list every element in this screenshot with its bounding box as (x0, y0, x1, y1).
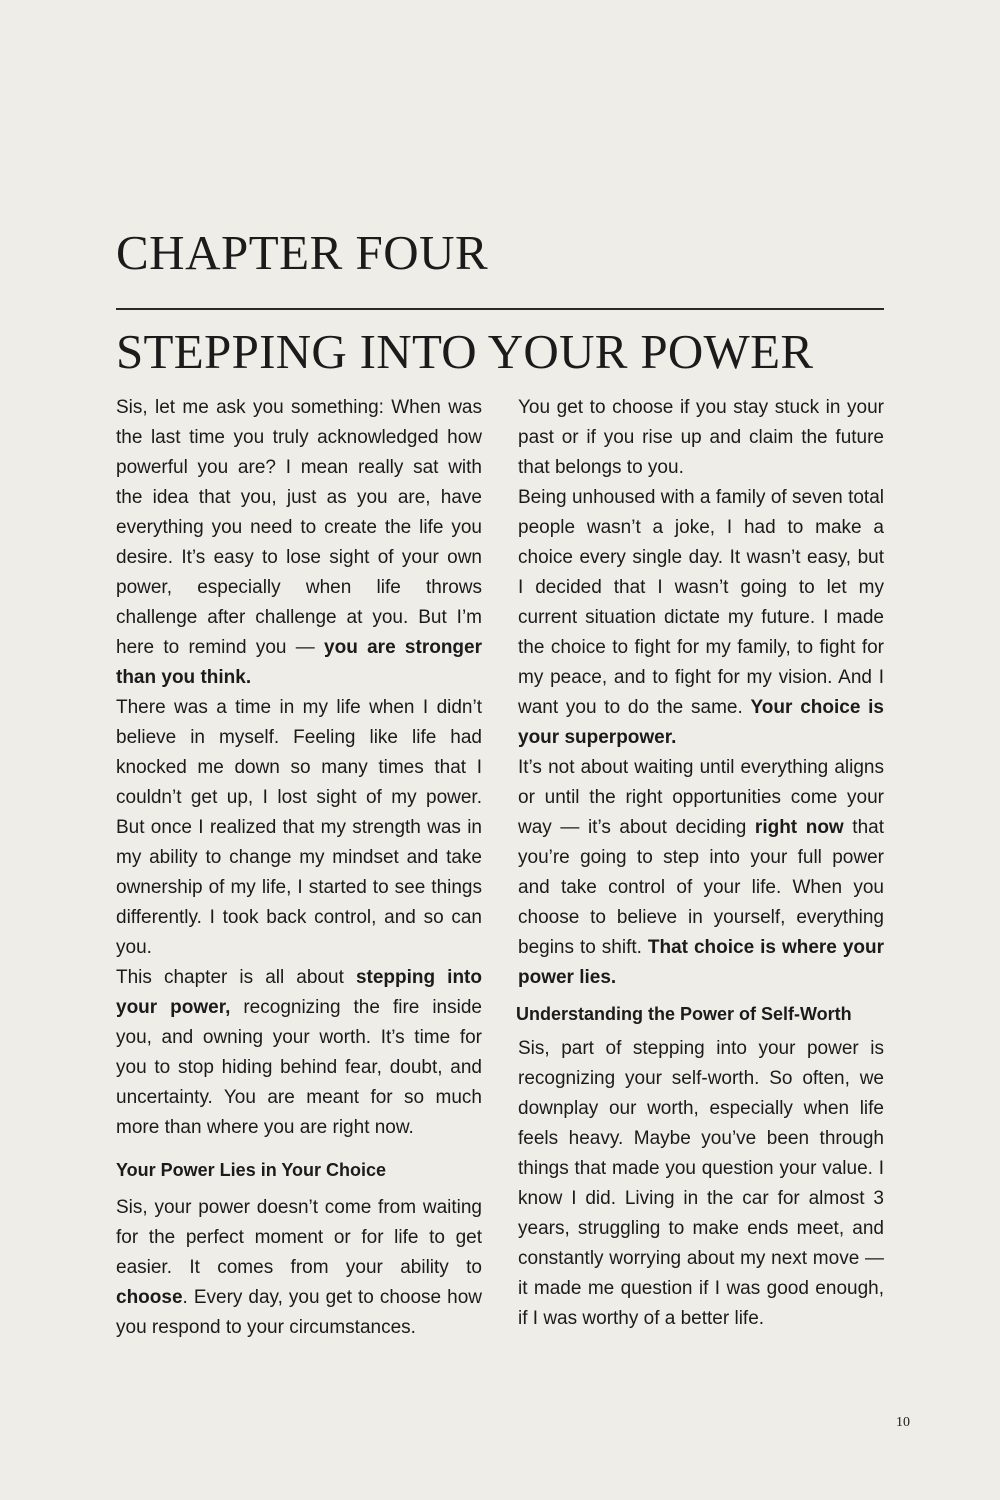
chapter-label: CHAPTER FOUR (116, 225, 489, 280)
paragraph-emphasis: you are stronger than you think. (116, 637, 483, 688)
right-column (518, 393, 884, 1334)
paragraph: There was a time in my life when I didn’t believe in myself. Feeling like life had knocked me down so many times that I couldn’t get up, I lost sight of my power. But once I realized that my strength was in my ability to change my mindset and take ownership of my life, I started to see things differently. I took back control, and so can you. (116, 697, 482, 958)
paragraph-emphasis: stepping into your power, (116, 967, 482, 1018)
paragraph (116, 393, 482, 693)
paragraph (518, 483, 884, 753)
left-column (116, 393, 482, 1343)
paragraph-text: This chapter is all about (116, 967, 356, 988)
section-heading: Understanding the Power of Self-Worth (516, 1004, 852, 1024)
paragraph-emphasis: right now (754, 817, 844, 838)
paragraph-text: . Every day, you get to choose how you respond to your circumstances. (116, 1287, 482, 1338)
page-number: 10 (896, 1415, 910, 1430)
paragraph-text: It’s not about waiting until everything aligns or until the right opportunities come your way — it’s about deciding (518, 757, 884, 838)
paragraph: You get to choose if you stay stuck in your past or if you rise up and claim the future that belongs to you. (518, 397, 884, 478)
paragraph-text: Being unhoused with a family of seven total people wasn’t a joke, I had to make a choice every single day. It wasn’t easy, but I decided that I wasn’t going to let my current situation dictate my future. I made the choice to fight for my family, to fight for my peace, and to fight for my vision. And I want you to do the same. (518, 487, 884, 718)
paragraph-emphasis: Your choice is your superpower. (518, 697, 884, 748)
paragraph-text: recognizing the fire inside you, and owning your worth. It’s time for you to stop hiding behind fear, doubt, and uncertainty. You are meant for so much more than where you are right now. (116, 997, 482, 1138)
paragraph-text: Sis, let me ask you something: When was the last time you truly acknowledged how powerful you are? I mean really sat with the idea that you, just as you are, have everything you need to create the life you desire. It’s easy to lose sight of your own power, especially when life throws challenge after challenge at you. But I’m here to remind you — (116, 397, 482, 658)
section-heading: Your Power Lies in Your Choice (116, 1160, 387, 1180)
paragraph: Sis, part of stepping into your power is recognizing your self-worth. So often, we downplay our worth, especially when life feels heavy. Maybe you’ve been through things that made you question your value. I know I did. Living in the car for almost 3 years, struggling to make ends meet, and constantly worrying about my next move — it made me question if I was good enough, if I was worthy of a better life. (518, 1038, 884, 1329)
chapter-title: STEPPING INTO YOUR POWER (116, 324, 814, 379)
paragraph (518, 753, 884, 993)
paragraph (116, 1193, 482, 1343)
paragraph-text: Sis, your power doesn’t come from waiting for the perfect moment or for life to get easier. It comes from your ability to (116, 1197, 482, 1278)
paragraph (116, 963, 482, 1143)
title-divider (116, 308, 884, 310)
paragraph-emphasis: choose (116, 1287, 183, 1308)
paragraph-emphasis: That choice is where your power lies. (518, 937, 885, 988)
paragraph-text: that you’re going to step into your full power and take control of your life. When you choose to believe in yourself, everything begins to shift. (518, 817, 884, 958)
